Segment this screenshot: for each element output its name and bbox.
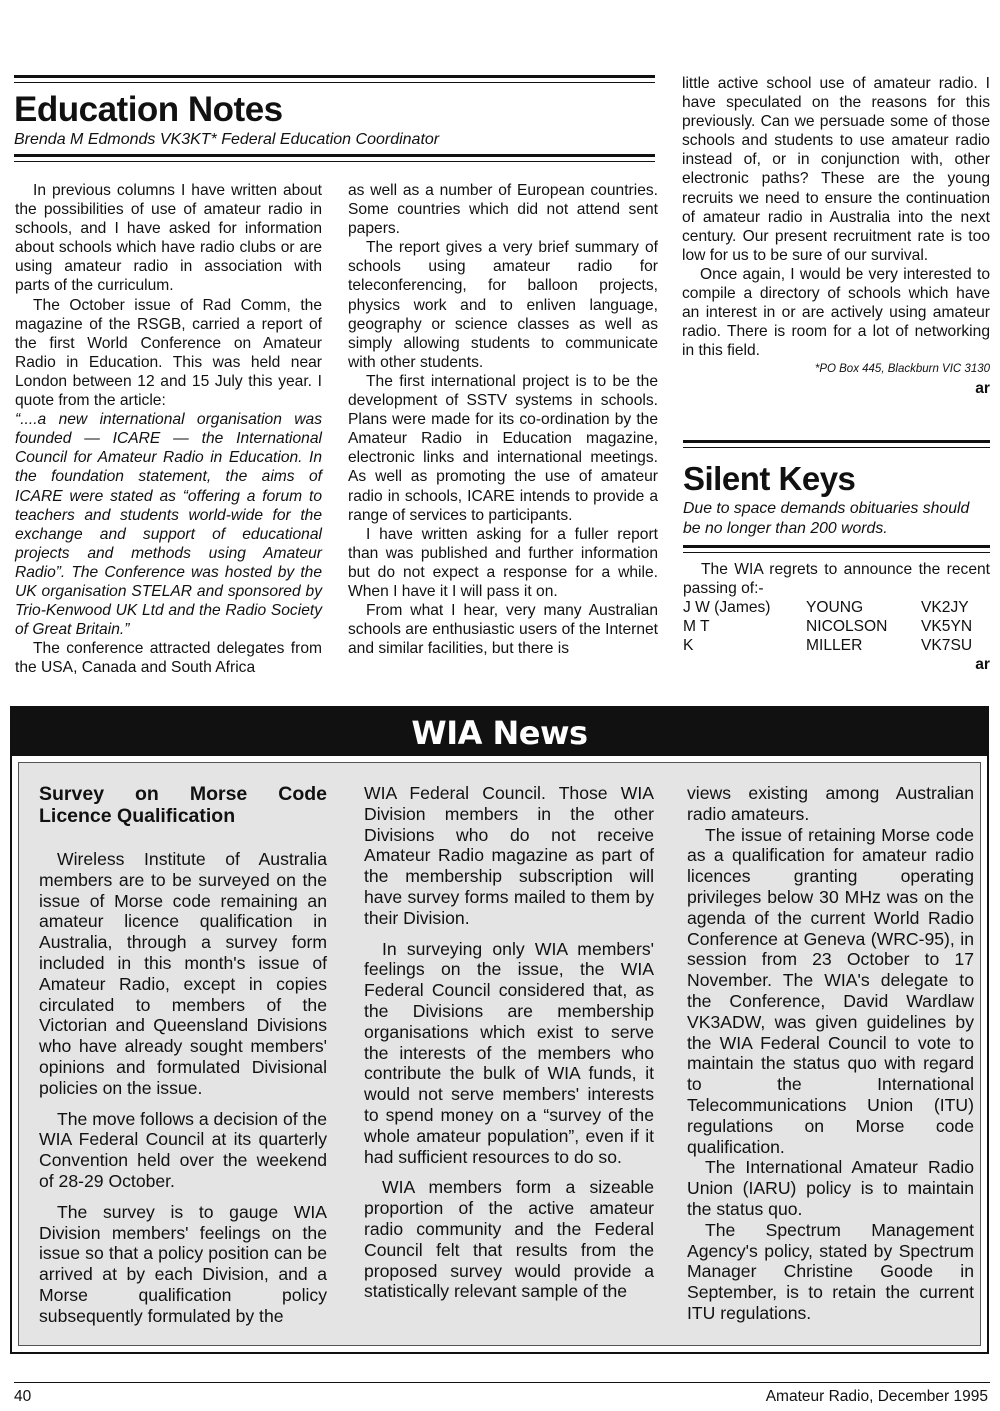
education-title: Education Notes [14,90,283,129]
education-paragraph: The report gives a very brief summary of schools using amateur radio for teleconferencing, for balloon projects, physics work and to enliven language, geography or science classes as well as simply allowing students to communicate with other students. [348,239,658,371]
education-paragraph: The October issue of Rad Comm, the magazine of the RSGB, carried a report of the first World Conference on Amateur Radio in Education. This was held near London between 12 and 15 July this year. I quote from the article: [15,296,322,410]
wia-news-paragraph: The survey is to gauge WIA Division members' feelings on the issue so that a policy position can be arrived at by each Division, and a Morse qualification policy subsequently formulated by the [39,1201,327,1326]
wia-news-paragraph: The International Amateur Radio Union (IARU) policy is to maintain the status quo. [687,1157,974,1219]
wia-news-headline: Survey on Morse Code Licence Qualification [39,783,327,827]
education-column-3 [682,74,990,399]
given-name: J W (James) [683,599,771,617]
education-address: *PO Box 445, Blackburn VIC 3130 [814,363,990,376]
wia-news-column-2 [364,783,654,1302]
education-bottom-rule [14,154,655,162]
surname: MILLER [806,637,863,655]
wia-news-paragraph: WIA Federal Council. Those WIA Division members in the other Divisions who do not receive Amateur Radio magazine as part of the membership subscription will have survey forms mailed to them by their Division. [364,783,654,928]
education-paragraph: In previous columns I have written about the possibilities of use of amateur radio in schools, and I have asked for information about schools which have radio clubs or are using amateur radio in association with parts of the curriculum. [15,182,322,295]
education-paragraph: as well as a number of European countries. Some countries which did not attend sent papers. [348,182,658,238]
silent-keys-list [683,598,990,655]
silent-keys-body [683,560,990,675]
education-paragraph: From what I hear, very many Australian schools are enthusiastic users of the Internet and similar facilities, but there is [348,602,658,658]
silent-keys-note: Due to space demands obituaries should be no longer than 200 words. [683,500,970,537]
given-name: M T [683,618,710,636]
wia-news-paragraph: Wireless Institute of Australia members are to be surveyed on the issue of Morse code remaining an amateur licence qualification in Australia, through a survey form included in this month's issue of Amateur Radio, except in copies circulated to members of the Victorian and Queensland Divisions who have already sought members' opinions and formulated Divisional policies on the issue. [39,849,327,1098]
wia-news-column-1 [39,783,327,1327]
given-name: K [683,637,694,655]
silent-keys-title: Silent Keys [683,460,856,497]
education-top-rule [14,75,655,83]
wia-news-paragraph: The Spectrum Management Agency's policy, stated by Spectrum Manager Christine Goode in September, is to retain the current ITU regulations. [687,1219,974,1323]
silent-keys-sign-off: ar [975,656,990,674]
education-column-1 [15,181,322,677]
silent-keys-intro: The WIA regrets to announce the recent passing of:- [683,561,990,598]
page-number: 40 [14,1388,32,1405]
wia-news-paragraph: The issue of retaining Morse code as a qualification for amateur radio licences granting operating privileges below 30 MHz was on the agenda of the current World Radio Conference at Geneva (WRC-95), in session from 23 October to 17 November. The WIA's delegate to the Conference, David Wardlaw VK3ADW, was given guidelines by the WIA Federal Council to vote to maintain the status quo with regard to the International Telecommunications Union (ITU) regulations on Morse code qualification. [687,824,974,1157]
education-paragraph: Once again, I would be very interested to compile a directory of schools which have an interest in or are actively using amateur radio. There is room for a lot of networking in this field. [682,265,990,360]
publication-name: Amateur Radio, December 1995 [765,1388,988,1405]
silent-keys-top-rule [683,440,990,448]
education-paragraph: I have written asking for a fuller report than was published and further information but do not expect a response for a while. When I have it I will pass it on. [348,525,658,600]
wia-news-paragraph: In surveying only WIA members' feelings on the issue, the WIA Federal Council considered that, as the Divisions are membership organisations which exist to serve the interests of the members who contribute the bulk of WIA funds, it would not serve members' interests to spend money on a “survey of the whole amateur population”, even if it had sufficient resources to do so. [364,938,654,1167]
callsign: VK7SU [921,637,973,655]
wia-news-banner: WIA News [12,708,987,756]
education-column-2 [348,181,658,658]
wia-news-paragraph: The move follows a decision of the WIA Federal Council at its quarterly Convention held over the weekend of 28-29 October. [39,1108,327,1191]
wia-news-panel [18,762,981,1346]
education-sign-off: ar [975,380,990,398]
education-paragraph: The conference attracted delegates from the USA, Canada and South Africa [15,640,322,677]
list-item [683,617,990,636]
wia-news-paragraph: WIA members form a sizeable proportion of the active amateur radio community and the Federal Council felt that results from the proposed survey would provide a statistically relevant sample of the [364,1177,654,1302]
callsign: VK2JY [921,599,969,617]
education-paragraph: little active school use of amateur radio. I have speculated on the reasons for this previously. Can we persuade some of those schools and students to use amateur radio instead of, or in conjunction with, other electronic paths? These are the young recruits we need to ensure the continuation of amateur radio in Australia into the next century. Our present recruitment rate is too low for us to be sure of our survival. [682,75,990,264]
wia-news-paragraph: views existing among Australian radio amateurs. [687,783,974,824]
footer-rule [14,1382,990,1383]
silent-keys-bottom-rule [683,545,990,553]
wia-news-box [10,706,989,1354]
list-item [683,636,990,655]
education-byline: Brenda M Edmonds VK3KT* Federal Education Coordinator [14,131,440,148]
education-paragraph: The first international project is to be the development of SSTV systems in schools. Plans were made for its co-ordination by the Amateur Radio in Education magazine, electronic links and international meetings. As well as promoting the use of amateur radio in schools, ICARE intends to provide a range of services to participants. [348,372,658,524]
wia-news-column-3 [687,783,974,1324]
callsign: VK5YN [921,618,973,636]
education-quote: “....a new international organisation was founded — ICARE — the International Council for Amateur Radio in Education. In the foundation statement, the aims of ICARE were stated as “offering a forum to teachers and students world-wide for the exchange and support of educational projects and methods using Amateur Radio”. The Conference was hosted by the UK organisation STELAR and sponsored by Trio-Kenwood UK Ltd and the Radio Society of Great Britain.” [15,411,322,639]
surname: YOUNG [806,599,864,617]
list-item [683,598,990,617]
surname: NICOLSON [806,618,888,636]
